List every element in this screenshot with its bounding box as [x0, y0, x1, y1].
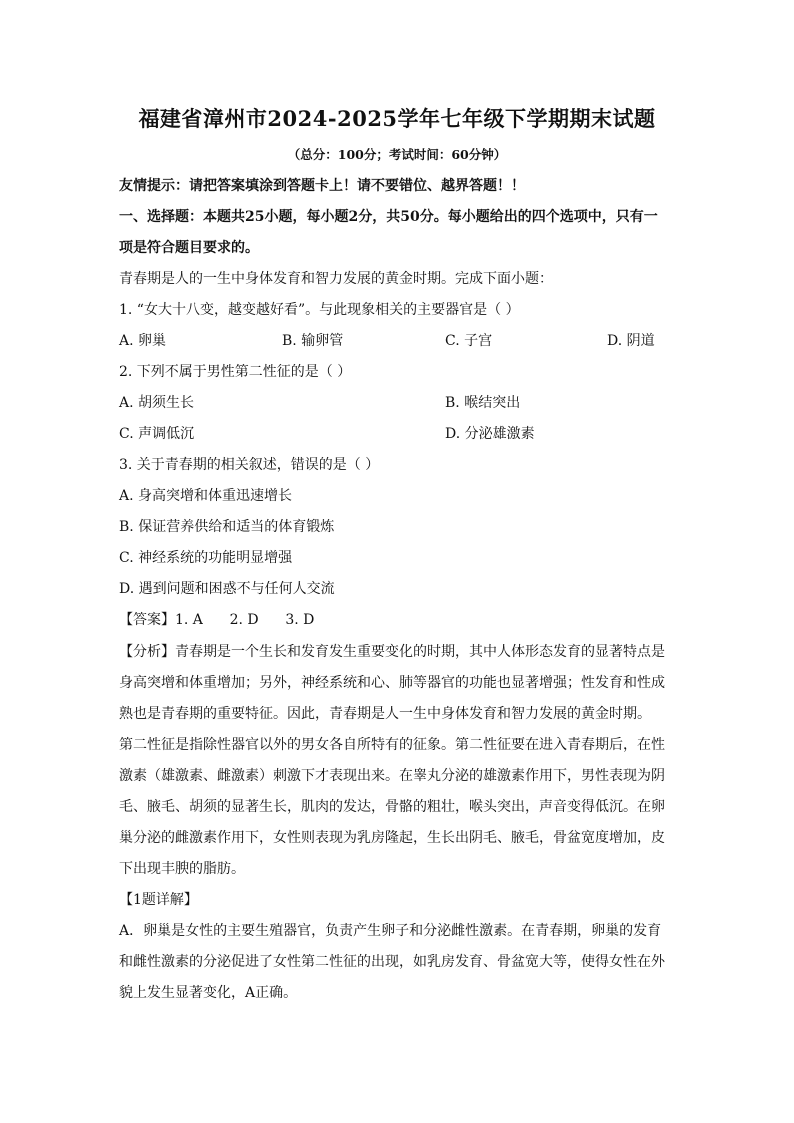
detail-line-2: 和雌性激素的分泌促进了女性第二性征的出现，如乳房发育、骨盆宽大等，使得女性在外 [119, 954, 665, 970]
answer-label: 【答案】 [119, 612, 175, 628]
exam-info: （总分：100分；考试时间：60分钟） [287, 147, 507, 162]
analysis-label: 【分析】 [119, 644, 175, 660]
question-3-option-d: D. 遇到问题和困惑不与任何人交流 [119, 581, 335, 597]
analysis-line-4: 第二性征是指除性器官以外的男女各自所特有的征象。第二性征要在进入青春期后，在性 [119, 737, 665, 753]
analysis-line-7: 巢分泌的雌激素作用下，女性则表现为乳房隆起，生长出阴毛、腋毛，骨盆宽度增加，皮 [119, 830, 665, 846]
question-3-option-b: B. 保证营养供给和适当的体育锻炼 [119, 519, 335, 535]
detail-heading: 【1题详解】 [119, 892, 198, 908]
detail-line-1: A．卵巢是女性的主要生殖器官，负责产生卵子和分泌雌性激素。在青春期，卵巢的发育 [119, 923, 662, 939]
analysis-line-1 [119, 642, 679, 662]
question-2-stem: 2. 下列不属于男性第二性征的是（ ） [119, 364, 352, 380]
section-heading: 一、选择题：本题共25小题，每小题2分，共50分。每小题给出的四个选项中，只有一 [119, 209, 658, 225]
section-heading-cont: 项是符合题目要求的。 [119, 240, 259, 256]
analysis-text-1: 青春期是一个生长和发育发生重要变化的时期，其中人体形态发育的显著特点是 [175, 644, 665, 660]
analysis-line-6: 毛、腋毛、胡须的显著生长，肌肉的发达，骨骼的粗壮，喉头突出，声音变得低沉。在卵 [119, 799, 665, 815]
answer-line [119, 610, 679, 630]
question-1-option-d: D. 阴道 [607, 333, 655, 349]
question-2-option-b: B. 喉结突出 [445, 395, 521, 411]
detail-line-3: 貌上发生显著变化，A正确。 [119, 985, 298, 1001]
notice: 友情提示：请把答案填涂到答题卡上！请不要错位、越界答题！！ [119, 178, 525, 194]
question-2-option-a: A. 胡须生长 [119, 395, 195, 411]
question-1-option-c: C. 子宫 [445, 333, 493, 349]
analysis-line-5: 激素（雄激素、雌激素）刺激下才表现出来。在睾丸分泌的雄激素作用下，男性表现为阴 [119, 768, 665, 784]
page-title: 福建省漳州市2024-2025学年七年级下学期期末试题 [138, 106, 656, 131]
question-3-stem: 3. 关于青春期的相关叙述，错误的是（ ） [119, 457, 380, 473]
question-1-option-b: B. 输卵管 [282, 333, 344, 349]
question-3-option-a: A. 身高突增和体重迅速增长 [119, 488, 293, 504]
question-2-option-c: C. 声调低沉 [119, 426, 195, 442]
question-1-option-a: A. 卵巢 [119, 333, 167, 349]
question-2-option-d: D. 分泌雄激素 [445, 426, 535, 442]
analysis-line-3: 熟也是青春期的重要特征。因此，青春期是人一生中身体发育和智力发展的黄金时期。 [119, 706, 651, 722]
analysis-line-8: 下出现丰腴的脂肪。 [119, 861, 245, 877]
question-1-stem: 1. “女大十八变，越变越好看”。与此现象相关的主要器官是（ ） [119, 302, 520, 318]
answer-text: 1. A 2. D 3. D [175, 612, 315, 628]
intro-text: 青春期是人的一生中身体发育和智力发展的黄金时期。完成下面小题： [119, 271, 553, 287]
question-3-option-c: C. 神经系统的功能明显增强 [119, 550, 293, 566]
analysis-line-2: 身高突增和体重增加；另外，神经系统和心、肺等器官的功能也显著增强；性发育和性成 [119, 675, 665, 691]
